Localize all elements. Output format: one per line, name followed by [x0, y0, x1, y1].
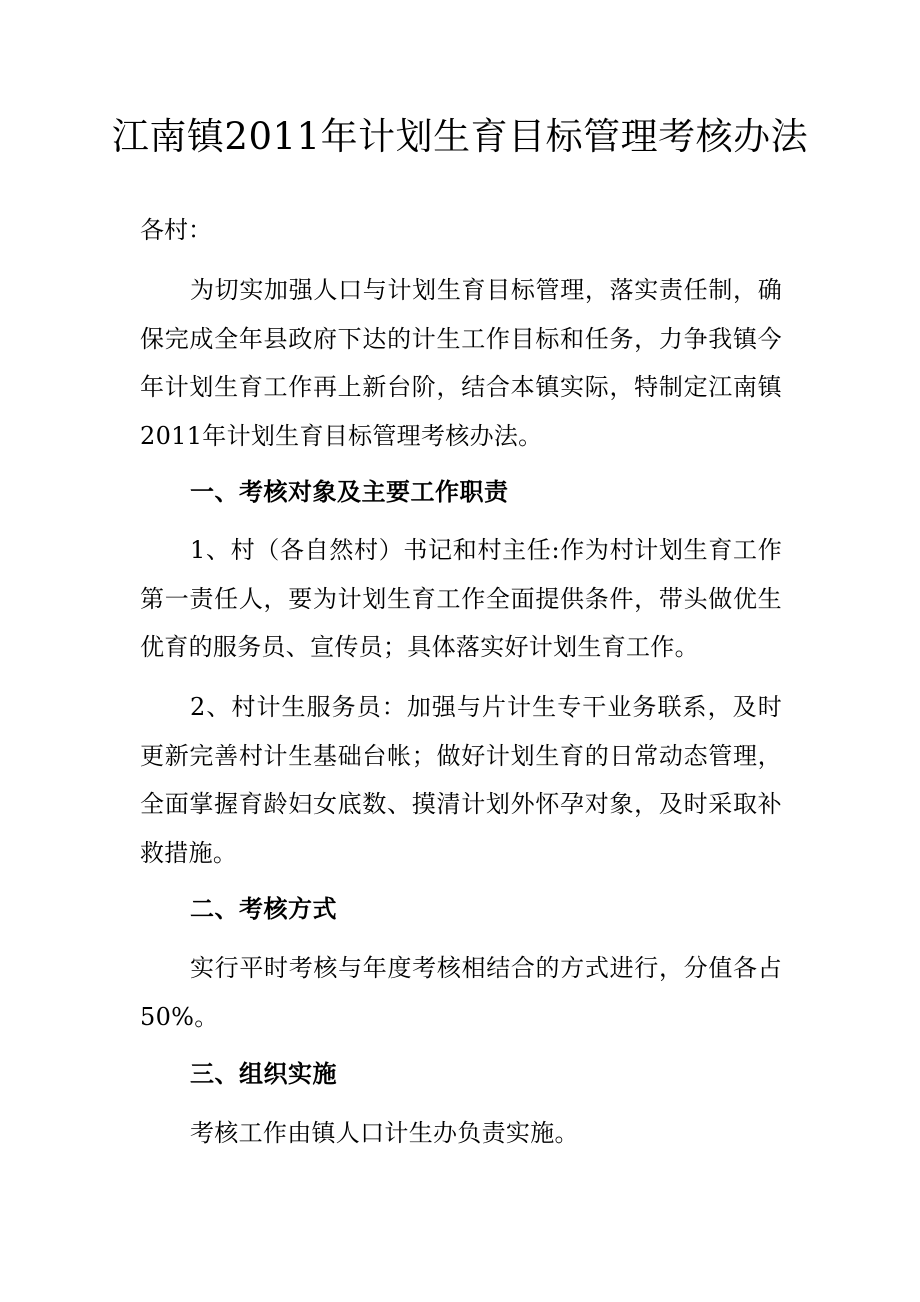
document-title: 江南镇2011年计划生育目标管理考核办法: [111, 115, 809, 158]
section2-body: 实行平时考核与年度考核相结合的方式进行，分值各占50%。: [140, 954, 782, 1031]
section1-item-2: 2、村计生服务员：加强与片计生专干业务联系，及时更新完善村计生基础台帐；做好计划生育的日常动态管理，全面掌握育龄妇女底数、摸清计划外怀孕对象，及时采取补救措施。: [140, 693, 782, 867]
section-heading-1: 一、考核对象及主要工作职责: [190, 477, 509, 506]
intro-paragraph: 为切实加强人口与计划生育目标管理，落实责任制，确保完成全年县政府下达的计生工作目标和任务，力争我镇今年计划生育工作再上新台阶，结合本镇实际，特制定江南镇2011年计划生育目标管理考核办法。: [140, 276, 782, 450]
section3-body: 考核工作由镇人口计生办负责实施。: [190, 1119, 579, 1147]
section-heading-3: 三、组织实施: [190, 1059, 337, 1088]
section1-item-1: 1、村（各自然村）书记和村主任:作为村计划生育工作第一责任人，要为计划生育工作全面提供条件，带头做优生优育的服务员、宣传员；具体落实好计划生育工作。: [140, 536, 782, 661]
section-heading-2: 二、考核方式: [190, 894, 337, 923]
salutation: 各村：: [140, 216, 212, 244]
